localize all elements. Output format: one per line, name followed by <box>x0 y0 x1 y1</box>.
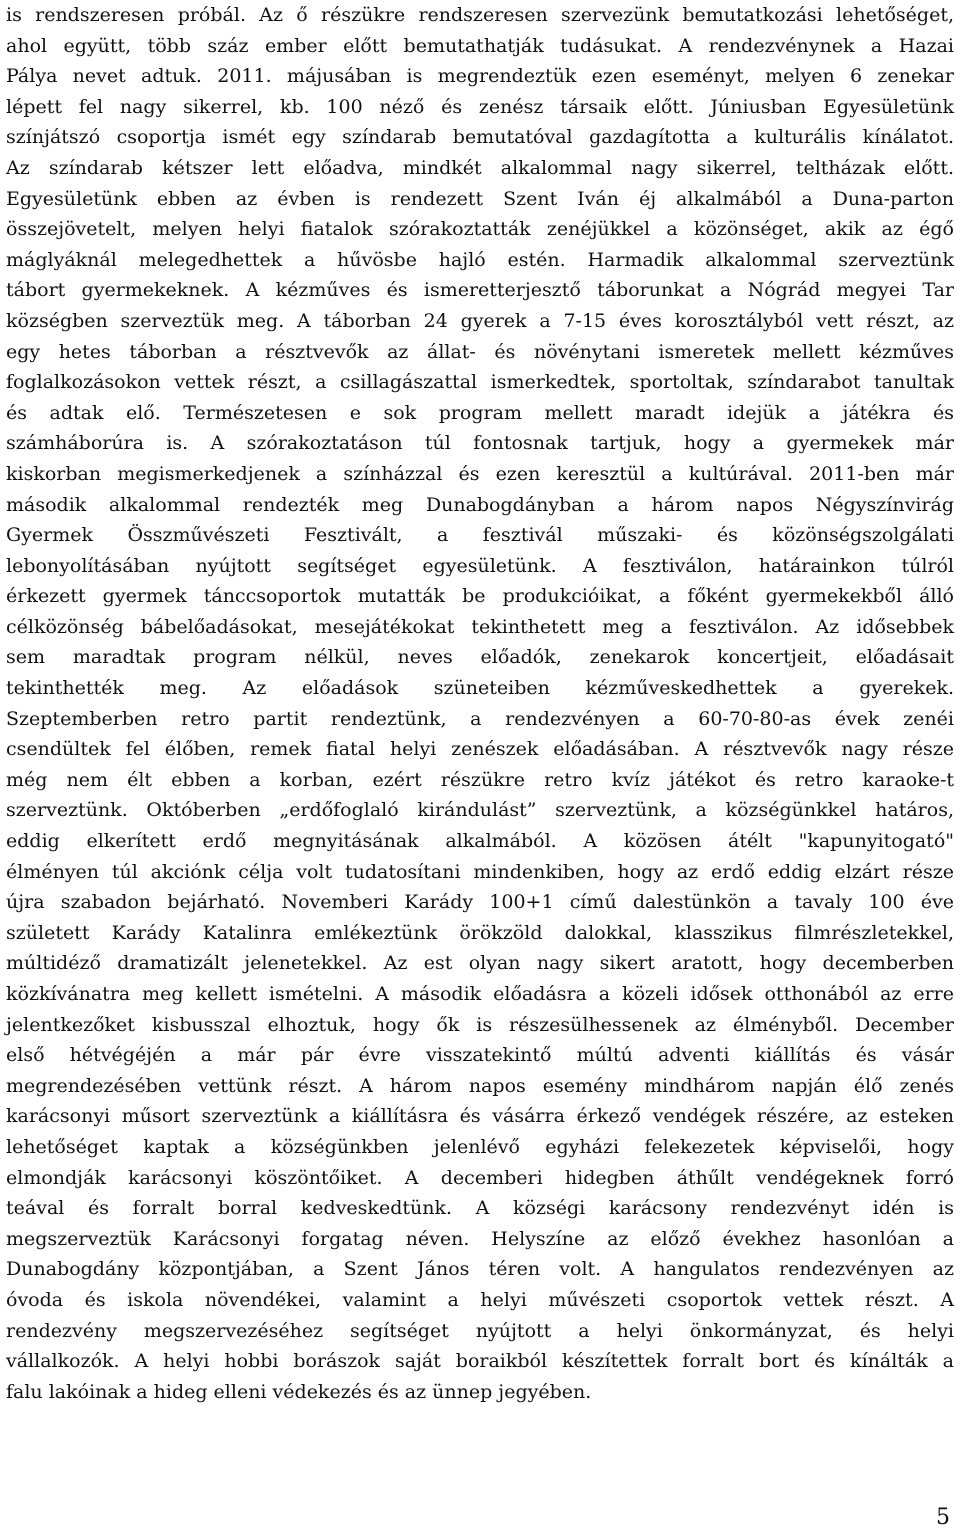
text-line: és adtak elő. Természetesen e sok program mellett maradt idejük a játékra és <box>6 401 954 424</box>
text-line: tekinthették meg. Az előadások szüneteiben kézműveskedhettek a gyerekek. <box>6 677 954 700</box>
page-number: 5 <box>936 1505 950 1530</box>
text-line: érkezett gyermek tánccsoportok mutatták be produkcióikat, a főként gyermekekből álló <box>6 585 954 608</box>
text-line: rendezvény megszervezéséhez segítséget nyújtott a helyi önkormányzat, és helyi <box>6 1319 954 1342</box>
text-line: községben szerveztük meg. A táborban 24 gyerek a 7-15 éves korosztályból vett részt, az <box>6 309 954 332</box>
text-line: lépett fel nagy sikerrel, kb. 100 néző és zenész társaik előtt. Júniusban Egyesületünk <box>6 95 954 118</box>
text-line: megszerveztük Karácsonyi forgatag néven. Helyszíne az előző évekhez hasonlóan a <box>6 1227 954 1250</box>
text-line: kiskorban megismerkedjenek a színházzal és ezen keresztül a kultúrával. 2011-ben már <box>6 462 954 485</box>
text-line: megrendezésében vettünk részt. A három napos esemény mindhárom napján élő zenés <box>6 1074 954 1097</box>
text-line: Szeptemberben retro partit rendeztünk, a rendezvényen a 60-70-80-as évek zenéi <box>6 707 954 730</box>
text-line: első hétvégéjén a már pár évre visszatekintő múltú adventi kiállítás és vásár <box>6 1044 954 1067</box>
text-line: egy hetes táborban a résztvevők az állat- és növénytani ismeretek mellett kézműves <box>6 340 954 363</box>
text-line: csendültek fel élőben, remek fiatal helyi zenészek előadásában. A résztvevők nagy része <box>6 738 954 761</box>
text-line: teával és forralt borral kedveskedtünk. A községi karácsony rendezvényt idén is <box>6 1197 954 1220</box>
text-line: összejövetelt, melyen helyi fiatalok szórakoztatták zenéjükkel a közönséget, akik az égő <box>6 218 954 241</box>
text-line: múltidéző dramatizált jelenetekkel. Az est olyan nagy sikert aratott, hogy decemberben <box>6 952 954 975</box>
text-line: lebonyolításában nyújtott segítséget egyesületünk. A fesztiválon, határainkon túlról <box>6 554 954 577</box>
text-line: elmondják karácsonyi köszöntőiket. A decemberi hidegben áthűlt vendégeknek forró <box>6 1166 954 1189</box>
text-line: sem maradtak program nélkül, neves előadók, zenekarok koncertjeit, előadásait <box>6 646 954 669</box>
text-line: jelentkezőket kisbusszal elhoztuk, hogy ők is részesülhessenek az élményből. December <box>6 1013 954 1036</box>
text-line: Gyermek Összművészeti Fesztivált, a fesztivál műszaki- és közönségszolgálati <box>6 524 954 547</box>
text-line: Dunabogdány központjában, a Szent János téren volt. A hangulatos rendezvényen az <box>6 1258 954 1281</box>
text-line: óvoda és iskola növendékei, valamint a helyi művészeti csoportok vettek részt. A <box>6 1288 954 1311</box>
text-line: újra szabadon bejárható. Novemberi Karády 100+1 című dalestünkön a tavaly 100 éve <box>6 891 954 914</box>
text-line: született Karády Katalinra emlékeztünk örökzöld dalokkal, klasszikus filmrészletekkel, <box>6 921 954 944</box>
text-line: Egyesületünk ebben az évben is rendezett Szent Iván éj alkalmából a Duna-parton <box>6 187 954 210</box>
text-line: második alkalommal rendezték meg Dunabogdányban a három napos Négyszínvirág <box>6 493 954 516</box>
text-line: is rendszeresen próbál. Az ő részükre rendszeresen szervezünk bemutatkozási lehetőséget, <box>6 4 954 26</box>
text-line: falu lakóinak a hideg elleni védekezés és az ünnep jegyében. <box>6 1380 592 1403</box>
text-line: közkívánatra meg kellett ismételni. A második előadásra a közeli idősek otthonából az erre <box>6 983 954 1005</box>
text-line: karácsonyi műsort szerveztünk a kiállításra és vásárra érkező vendégek részére, az esteken <box>6 1105 954 1128</box>
text-line: élményen túl akciónk célja volt tudatosítani mindenkiben, hogy az erdő eddig elzárt része <box>6 860 954 883</box>
text-line: még nem élt ebben a korban, ezért részükre retro kvíz játékot és retro karaoke-t <box>6 768 954 791</box>
text-line: lehetőséget kaptak a községünkben jelenlévő egyházi felekezetek képviselői, hogy <box>6 1135 954 1158</box>
text-line: számháborúra is. A szórakoztatáson túl fontosnak tartjuk, hogy a gyermekek már <box>6 432 954 455</box>
text-line: máglyáknál melegedhettek a hűvösbe hajló estén. Harmadik alkalommal szerveztünk <box>6 248 954 271</box>
text-line: foglalkozásokon vettek részt, a csillagászattal ismerkedtek, sportoltak, színdarabot tanultak <box>6 371 954 394</box>
text-line: eddig elkerített erdő megnyitásának alkalmából. A közösen átélt "kapunyitogató" <box>6 830 954 853</box>
text-line: tábort gyermekeknek. A kézműves és ismeretterjesztő táborunkat a Nógrád megyei Tar <box>6 279 954 302</box>
body-text <box>6 0 954 1407</box>
text-line: szerveztünk. Októberben „erdőfoglaló kirándulást” szerveztünk, a községünkkel határos, <box>6 799 954 822</box>
text-line: ahol együtt, több száz ember előtt bemutathatják tudásukat. A rendezvénynek a Hazai <box>6 34 954 57</box>
text-line: vállalkozók. A helyi hobbi borászok saját boraikból készítettek forralt bort és kínálták a <box>6 1350 954 1373</box>
text-line: Pálya nevet adtuk. 2011. májusában is megrendeztük ezen eseményt, melyen 6 zenekar <box>6 65 954 88</box>
text-line: színjátszó csoportja ismét egy színdarab bemutatóval gazdagította a kulturális kínálatot. <box>6 126 954 149</box>
text-line: célközönség bábelőadásokat, mesejátékokat tekinthetett meg a fesztiválon. Az idősebbek <box>6 615 954 638</box>
text-line: Az színdarab kétszer lett előadva, mindkét alkalommal nagy sikerrel, teltházak előtt. <box>6 156 954 179</box>
